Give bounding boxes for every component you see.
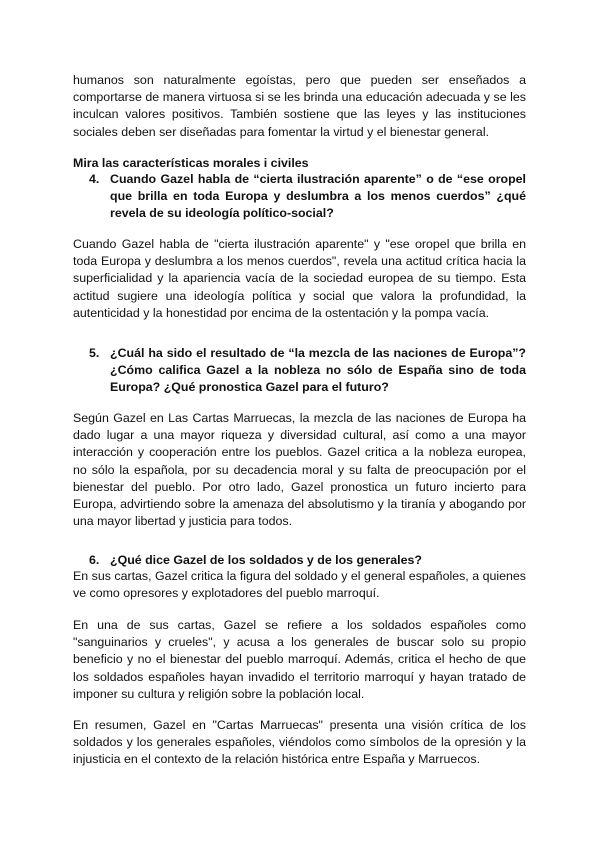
question-4-number: 4. [89, 172, 100, 186]
question-4-text: Cuando Gazel habla de “cierta ilustración aparente” o de “ese oropel que brilla en toda Europa y deslumbra a los menos cuerdos” ¿qué revela de su ideología político-social? [110, 172, 526, 221]
question-4 [90, 171, 526, 223]
question-6-text: ¿Qué dice Gazel de los soldados y de los generales? [110, 553, 422, 567]
section-heading: Mira las características morales i civiles [73, 156, 309, 170]
question-5-number: 5. [89, 346, 100, 360]
question-6 [90, 552, 526, 569]
answer-6-paragraph-2: En una de sus cartas, Gazel se refiere a los soldados españoles como "sanguinarios y crueles", y acusa a los generales de buscar solo su propio beneficio y no el bienestar del pueblo marroquí. Además, critica el hecho de que los soldados españoles hayan invadido el territorio marroquí y hayan tratado de imponer su cultura y religión sobre la población local. [73, 618, 526, 701]
question-5-text: ¿Cuál ha sido el resultado de “la mezcla de las naciones de Europa”? ¿Cómo califica Gazel a la nobleza no sólo de España sino de toda Europa? ¿Qué pronostica Gazel para el futuro? [110, 346, 526, 395]
answer-5-paragraph: Según Gazel en Las Cartas Marruecas, la mezcla de las naciones de Europa ha dado lugar a una mayor riqueza y diversidad cultural, así como a una mayor interacción y cooperación entre los pueblos. Gazel critica a la nobleza europea, no sólo la española, por su decadencia moral y su falta de preocupación por el bienestar del pueblo. Por otro lado, Gazel pronostica un futuro incierto para Europa, advirtiendo sobre la amenaza del absolutismo y la tiranía y abogando por una mayor libertad y justicia para todos. [73, 411, 526, 529]
question-6-number: 6. [89, 553, 100, 567]
intro-paragraph: humanos son naturalmente egoístas, pero que pueden ser enseñados a comportarse de manera virtuosa si se les brinda una educación adecuada y se les inculcan valores positivos. También sostiene que las leyes y las instituciones sociales deben ser diseñadas para fomentar la virtud y el bienestar general. [73, 73, 526, 139]
answer-6-paragraph-3: En resumen, Gazel en "Cartas Marruecas" presenta una visión crítica de los soldados y los generales españoles, viéndolos como símbolos de la opresión y la injusticia en el contexto de la relación histórica entre España y Marruecos. [73, 718, 526, 767]
question-5 [90, 345, 526, 397]
answer-4-paragraph: Cuando Gazel habla de "cierta ilustración aparente" y "ese oropel que brilla en toda Europa y deslumbra a los menos cuerdos", revela una actitud crítica hacia la superficialidad y la apariencia vacía de la sociedad europea de su tiempo. Esta actitud sugiere una ideología política y social que valora la profundidad, la autenticidad y la honestidad por encima de la ostentación y la pompa vacía. [73, 237, 526, 320]
answer-6-paragraph-1: En sus cartas, Gazel critica la figura del soldado y el general españoles, a quienes ve como opresores y explotadores del pueblo marroquí. [73, 569, 526, 601]
